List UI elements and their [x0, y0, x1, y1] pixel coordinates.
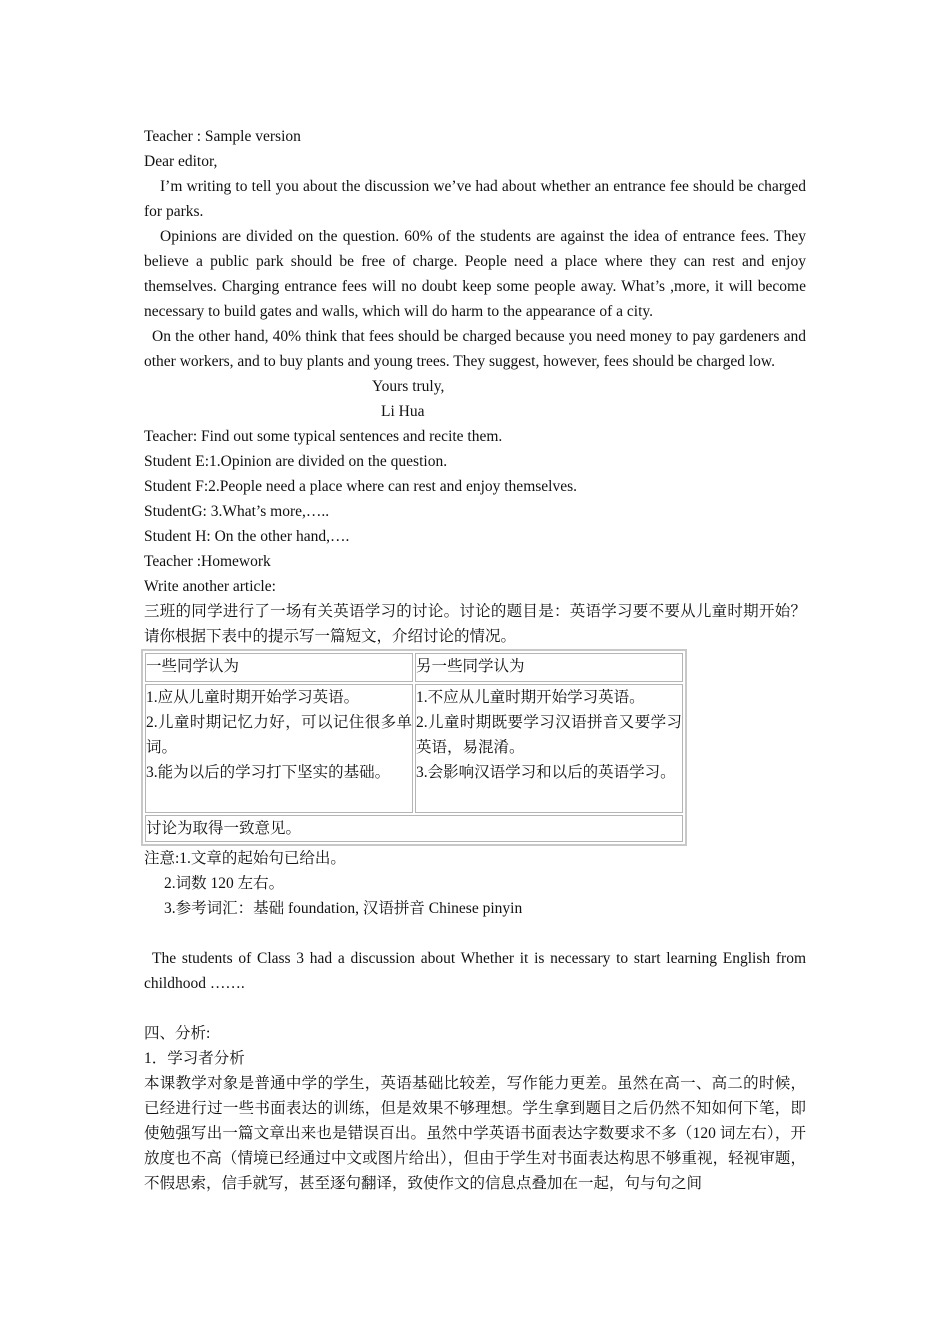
teacher-sample-line: Teacher : Sample version	[144, 128, 301, 145]
spacer	[144, 921, 806, 946]
footer-cell: 讨论为取得一致意见。	[145, 815, 683, 842]
right-opinions-cell	[415, 684, 683, 813]
opinions-table	[141, 649, 687, 846]
note-3: 3.参考词汇：基础 foundation, 汉语拼音 Chinese pinyin	[164, 900, 523, 917]
analysis-body: 本课教学对象是普通中学的学生，英语基础比较差，写作能力更差。虽然在高一、高二的时候，已经进行过一些书面表达的训练，但是效果不够理想。学生拿到题目之后仍然不知如何下笔，即使勉强写出一篇文章出来也是错误百出。虽然中学英语书面表达字数要求不多（120 词左右），开放度也不高（情境已经通过中文或图片给出），但由于学生对书面表达构思不够重视，轻视审题，不假思索，信手就写，甚至逐句翻译，致使作文的信息点叠加在一起，句与句之间	[144, 1075, 806, 1192]
starter-sentence: The students of Class 3 had a discussion about Whether it is necessary to start learning English from childhood …….	[144, 950, 806, 992]
right-item-1: 1.不应从儿童时期开始学习英语。	[416, 689, 645, 706]
letter-closing: Yours truly,	[372, 378, 445, 395]
left-opinions-cell	[145, 684, 413, 813]
table-header-row	[145, 653, 683, 682]
table-body-row	[145, 684, 683, 813]
student-f-line: Student F:2.People need a place where can rest and enjoy themselves.	[144, 478, 578, 495]
left-item-3: 3.能为以后的学习打下坚实的基础。	[146, 764, 391, 781]
right-item-3: 3.会影响汉语学习和以后的英语学习。	[416, 764, 676, 781]
header-left-cell: 一些同学认为	[145, 653, 413, 682]
letter-paragraph-1: I’m writing to tell you about the discussion we’ve had about whether an entrance fee should be charged for parks.	[144, 178, 806, 220]
right-item-2: 2.儿童时期既要学习汉语拼音又要学习英语，易混淆。	[416, 714, 682, 756]
left-item-1: 1.应从儿童时期开始学习英语。	[146, 689, 360, 706]
spacer	[144, 996, 806, 1021]
analysis-heading: 四、分析:	[144, 1025, 211, 1042]
letter-paragraph-2: Opinions are divided on the question. 60% of the students are against the idea of entrance fees. They believe a public park should be free of charge. People need a place where they can rest and enjoy themselves. Charging entrance fees will no doubt keep some people away. What’s ,more, it will become necessary to build gates and walls, which will do harm to the appearance of a city.	[144, 228, 806, 320]
analysis-subheading: 1．学习者分析	[144, 1050, 245, 1067]
letter-paragraph-3: On the other hand, 40% think that fees should be charged because you need money to pay gardeners and other workers, and to buy plants and young trees. They suggest, however, fees should be charged low.	[144, 328, 806, 370]
note-1: 注意:1.文章的起始句已给出。	[144, 850, 346, 867]
write-another-line: Write another article:	[144, 578, 276, 595]
letter-greeting: Dear editor,	[144, 153, 218, 170]
student-e-line: Student E:1.Opinion are divided on the question.	[144, 453, 448, 470]
teacher-homework-line: Teacher :Homework	[144, 553, 271, 570]
task-description: 三班的同学进行了一场有关英语学习的讨论。讨论的题目是：英语学习要不要从儿童时期开始？请你根据下表中的提示写一篇短文，介绍讨论的情况。	[144, 603, 806, 645]
table-footer-row	[145, 815, 683, 842]
document-page	[144, 124, 806, 1196]
note-2: 2.词数 120 左右。	[164, 875, 285, 892]
student-g-line: StudentG: 3.What’s more,…..	[144, 503, 330, 520]
teacher-find-line: Teacher: Find out some typical sentences and recite them.	[144, 428, 503, 445]
left-item-2: 2.儿童时期记忆力好，可以记住很多单词。	[146, 714, 412, 756]
student-h-line: Student H: On the other hand,….	[144, 528, 350, 545]
header-right-cell: 另一些同学认为	[415, 653, 683, 682]
letter-signature: Li Hua	[381, 403, 425, 420]
